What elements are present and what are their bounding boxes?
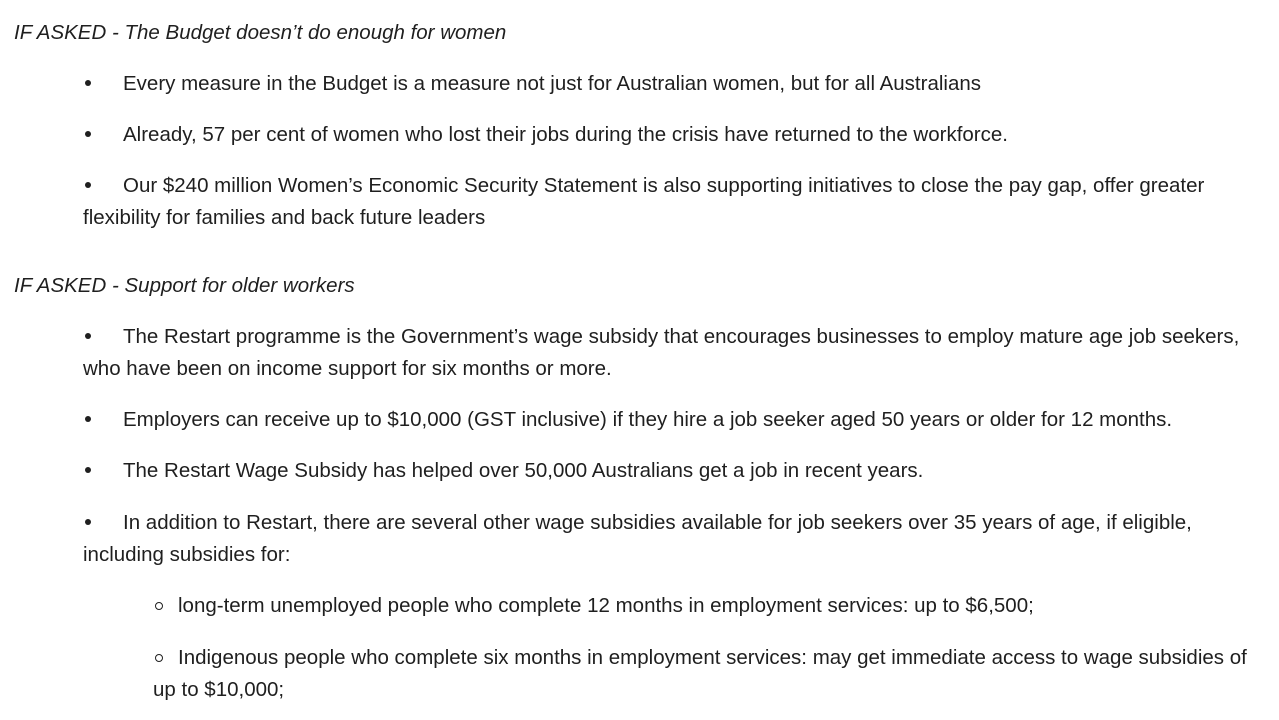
sub-list-item [153, 642, 1273, 706]
list-item [83, 321, 1263, 385]
bullet-icon [83, 404, 123, 436]
bullet-icon [83, 170, 123, 202]
circle-bullet-icon [153, 590, 178, 622]
circle-bullet-icon [153, 642, 178, 674]
list-item-text: Employers can receive up to $10,000 (GST inclusive) if they hire a job seeker aged 50 years or older for 12 months. [123, 408, 1173, 431]
list-item-text: Our $240 million Women’s Economic Security Statement is also supporting initiatives to close the pay gap, offer greater flexibility for families and back future leaders [83, 174, 1205, 229]
bullet-icon [83, 455, 123, 487]
section-heading-older-workers: IF ASKED - Support for older workers [14, 274, 355, 297]
section-heading-women: IF ASKED - The Budget doesn’t do enough for women [14, 21, 507, 44]
bullet-icon [83, 321, 123, 353]
sub-list-item-text: long-term unemployed people who complete 12 months in employment services: up to $6,500; [178, 594, 1034, 617]
list-item-text: Already, 57 per cent of women who lost their jobs during the crisis have returned to the workforce. [123, 123, 1008, 146]
list-item [83, 404, 1263, 436]
list-item-text: The Restart Wage Subsidy has helped over 50,000 Australians get a job in recent years. [123, 459, 924, 482]
sub-list-item [153, 590, 1273, 622]
list-item [83, 170, 1263, 234]
list-item [83, 68, 1263, 100]
list-item [83, 455, 1263, 487]
list-item-text: Every measure in the Budget is a measure not just for Australian women, but for all Australians [123, 72, 982, 95]
list-item-text: In addition to Restart, there are several other wage subsidies available for job seekers over 35 years of age, if eligible, including subsidies for: [83, 511, 1192, 566]
bullet-icon [83, 68, 123, 100]
list-item-text: The Restart programme is the Government’s wage subsidy that encourages businesses to employ mature age job seekers, who have been on income support for six months or more. [83, 325, 1240, 380]
list-item [83, 119, 1263, 151]
list-item [83, 507, 1263, 571]
bullet-icon [83, 507, 123, 539]
bullet-icon [83, 119, 123, 151]
sub-list-item-text: Indigenous people who complete six months in employment services: may get immediate access to wage subsidies of up to $10,000; [153, 646, 1247, 701]
